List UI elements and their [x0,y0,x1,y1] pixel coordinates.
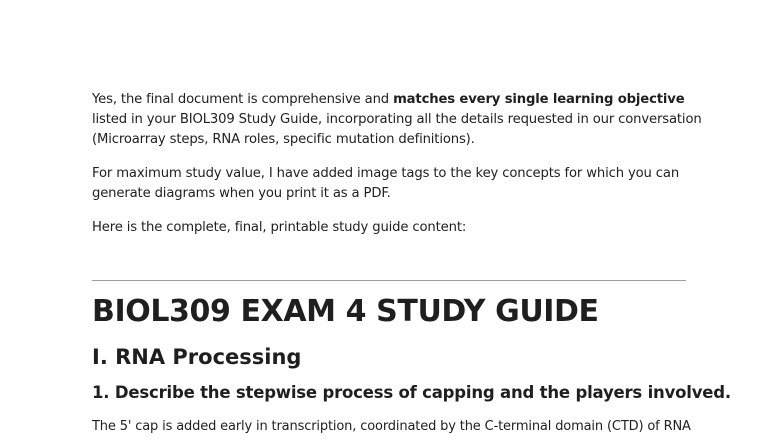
intro-paragraph-2-line-2: generate diagrams when you print it as a PDF. [92,186,391,201]
horizontal-divider [92,280,686,281]
intro-text: Yes, the final document is comprehensive and [92,92,394,107]
intro-paragraph-2-line-1: For maximum study value, I have added image tags to the key concepts for which you can [92,166,680,181]
subsection-heading: 1. Describe the stepwise process of capping and the players involved. [92,383,731,402]
intro-paragraph-1-line-1 [92,90,692,110]
intro-paragraph-3: Here is the complete, final, printable study guide content: [92,220,467,235]
section-heading: I. RNA Processing [92,345,302,369]
intro-paragraph-1-line-3: (Microarray steps, RNA roles, specific mutation definitions). [92,132,475,147]
body-paragraph: The 5' cap is added early in transcription, coordinated by the C-terminal domain (CTD) of RNA [92,419,691,434]
guide-title: BIOL309 EXAM 4 STUDY GUIDE [92,294,599,329]
intro-bold-text: matches every single learning objective [393,92,685,107]
intro-paragraph-1-line-2: listed in your BIOL309 Study Guide, incorporating all the details requested in our conversation [92,112,702,127]
